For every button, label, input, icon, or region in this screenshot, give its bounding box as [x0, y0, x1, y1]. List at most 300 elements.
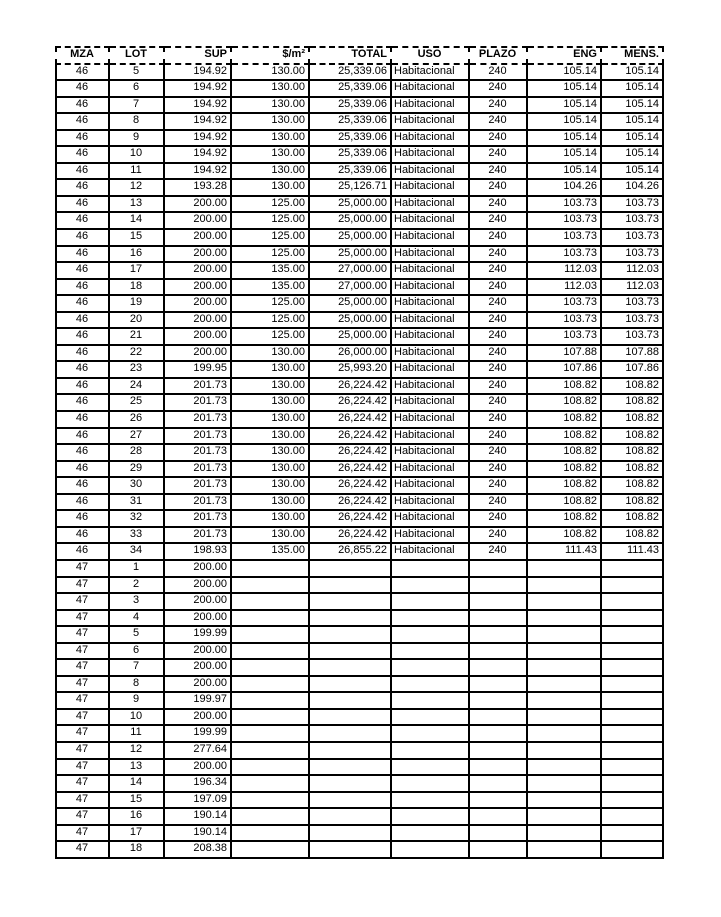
cell-rate: 130.00 [232, 164, 310, 181]
cell-sup: 200.00 [165, 594, 232, 611]
cell-sup: 208.38 [165, 842, 232, 859]
cell-mens [602, 743, 664, 760]
cell-lot: 11 [110, 164, 165, 181]
cell-mza: 47 [55, 561, 110, 578]
cell-rate: 130.00 [232, 412, 310, 429]
cell-mens [602, 660, 664, 677]
cell-sup: 200.00 [165, 263, 232, 280]
cell-mens [602, 693, 664, 710]
cell-mens [602, 726, 664, 743]
cell-sup: 190.14 [165, 826, 232, 843]
cell-sup: 201.73 [165, 445, 232, 462]
cell-eng: 108.82 [528, 429, 602, 446]
table-row [55, 164, 664, 181]
cell-rate [232, 594, 310, 611]
table-row [55, 429, 664, 446]
cell-lot: 9 [110, 131, 165, 148]
table-row [55, 462, 664, 479]
cell-eng [528, 644, 602, 661]
table-row [55, 81, 664, 98]
cell-sup: 201.73 [165, 412, 232, 429]
cell-plazo: 240 [470, 329, 528, 346]
cell-mens [602, 710, 664, 727]
cell-mens: 105.14 [602, 131, 664, 148]
cell-lot: 33 [110, 528, 165, 545]
cell-mza: 46 [55, 395, 110, 412]
cell-eng [528, 594, 602, 611]
table-row [55, 147, 664, 164]
cell-plazo: 240 [470, 213, 528, 230]
cell-mza: 47 [55, 644, 110, 661]
cell-mza: 47 [55, 627, 110, 644]
cell-lot: 11 [110, 726, 165, 743]
cell-sup: 200.00 [165, 561, 232, 578]
cell-lot: 16 [110, 809, 165, 826]
cell-uso [392, 776, 470, 793]
cell-mens: 103.73 [602, 247, 664, 264]
cell-rate: 125.00 [232, 213, 310, 230]
cell-mens: 108.82 [602, 511, 664, 528]
cell-eng: 103.73 [528, 313, 602, 330]
table-row [55, 329, 664, 346]
cell-mza: 46 [55, 197, 110, 214]
cell-mens [602, 809, 664, 826]
cell-uso [392, 743, 470, 760]
cell-lot: 13 [110, 197, 165, 214]
cell-plazo: 240 [470, 445, 528, 462]
cell-eng: 103.73 [528, 230, 602, 247]
cell-plazo: 240 [470, 478, 528, 495]
cell-mens: 108.82 [602, 395, 664, 412]
table-header [55, 46, 664, 65]
cell-eng: 108.82 [528, 511, 602, 528]
cell-plazo [470, 726, 528, 743]
cell-mza: 47 [55, 611, 110, 628]
cell-lot: 20 [110, 313, 165, 330]
cell-uso: Habitacional [392, 528, 470, 545]
cell-mens: 108.82 [602, 478, 664, 495]
cell-rate [232, 561, 310, 578]
cell-eng [528, 710, 602, 727]
cell-rate: 130.00 [232, 346, 310, 363]
cell-eng [528, 660, 602, 677]
cell-lot: 22 [110, 346, 165, 363]
cell-eng [528, 826, 602, 843]
cell-uso: Habitacional [392, 197, 470, 214]
cell-total [310, 793, 392, 810]
cell-rate: 130.00 [232, 462, 310, 479]
cell-total [310, 644, 392, 661]
cell-mens: 105.14 [602, 81, 664, 98]
cell-mza: 46 [55, 81, 110, 98]
cell-rate [232, 760, 310, 777]
cell-rate: 125.00 [232, 230, 310, 247]
cell-uso [392, 693, 470, 710]
cell-uso [392, 826, 470, 843]
cell-total: 25,339.06 [310, 65, 392, 82]
cell-uso: Habitacional [392, 462, 470, 479]
cell-plazo: 240 [470, 429, 528, 446]
column-header-uso: USO [392, 46, 470, 65]
cell-total [310, 726, 392, 743]
cell-mza: 46 [55, 313, 110, 330]
cell-plazo [470, 743, 528, 760]
cell-plazo: 240 [470, 362, 528, 379]
cell-sup: 197.09 [165, 793, 232, 810]
cell-eng: 105.14 [528, 98, 602, 115]
cell-eng: 103.73 [528, 197, 602, 214]
cell-sup: 194.92 [165, 164, 232, 181]
cell-eng: 112.03 [528, 280, 602, 297]
cell-mens: 108.82 [602, 445, 664, 462]
cell-mza: 46 [55, 412, 110, 429]
column-header-mza: MZA [55, 46, 110, 65]
cell-lot: 13 [110, 760, 165, 777]
cell-mza: 46 [55, 180, 110, 197]
cell-sup: 201.73 [165, 511, 232, 528]
table-row [55, 379, 664, 396]
table-row [55, 726, 664, 743]
cell-total: 26,855.22 [310, 544, 392, 561]
cell-uso: Habitacional [392, 511, 470, 528]
table-row [55, 65, 664, 82]
cell-total: 25,000.00 [310, 329, 392, 346]
cell-total: 25,339.06 [310, 81, 392, 98]
cell-plazo [470, 578, 528, 595]
cell-mens [602, 644, 664, 661]
cell-mza: 47 [55, 660, 110, 677]
cell-rate [232, 677, 310, 694]
cell-uso [392, 594, 470, 611]
cell-total: 26,224.42 [310, 395, 392, 412]
cell-eng [528, 693, 602, 710]
cell-eng: 107.86 [528, 362, 602, 379]
cell-lot: 31 [110, 495, 165, 512]
cell-total [310, 842, 392, 859]
cell-total: 25,000.00 [310, 213, 392, 230]
cell-uso: Habitacional [392, 346, 470, 363]
cell-uso [392, 660, 470, 677]
cell-uso [392, 677, 470, 694]
cell-lot: 26 [110, 412, 165, 429]
cell-uso [392, 627, 470, 644]
table-row [55, 478, 664, 495]
cell-mza: 47 [55, 793, 110, 810]
cell-eng: 105.14 [528, 114, 602, 131]
cell-plazo: 240 [470, 147, 528, 164]
cell-lot: 5 [110, 627, 165, 644]
cell-eng: 103.73 [528, 247, 602, 264]
cell-total: 25,000.00 [310, 247, 392, 264]
cell-total [310, 710, 392, 727]
cell-uso [392, 842, 470, 859]
cell-mens: 112.03 [602, 263, 664, 280]
cell-total: 26,224.42 [310, 445, 392, 462]
cell-eng: 104.26 [528, 180, 602, 197]
cell-sup: 194.92 [165, 98, 232, 115]
cell-plazo [470, 710, 528, 727]
cell-mza: 47 [55, 726, 110, 743]
column-header-price-per-m2: $/m² [232, 46, 310, 65]
cell-lot: 4 [110, 611, 165, 628]
cell-lot: 25 [110, 395, 165, 412]
column-header-lot: LOT [110, 46, 165, 65]
cell-eng: 103.73 [528, 329, 602, 346]
cell-plazo [470, 677, 528, 694]
cell-mens [602, 793, 664, 810]
table-row [55, 776, 664, 793]
cell-rate [232, 710, 310, 727]
cell-eng: 103.73 [528, 296, 602, 313]
cell-plazo: 240 [470, 247, 528, 264]
cell-lot: 6 [110, 81, 165, 98]
cell-mza: 46 [55, 346, 110, 363]
cell-mza: 46 [55, 247, 110, 264]
cell-rate [232, 743, 310, 760]
table-row [55, 263, 664, 280]
cell-total: 26,224.42 [310, 495, 392, 512]
cell-total: 27,000.00 [310, 263, 392, 280]
cell-lot: 28 [110, 445, 165, 462]
cell-uso: Habitacional [392, 544, 470, 561]
table-row [55, 561, 664, 578]
cell-sup: 201.73 [165, 379, 232, 396]
cell-mza: 46 [55, 528, 110, 545]
cell-rate [232, 726, 310, 743]
cell-eng: 105.14 [528, 164, 602, 181]
cell-plazo [470, 826, 528, 843]
cell-mza: 47 [55, 743, 110, 760]
cell-total [310, 578, 392, 595]
cell-rate [232, 693, 310, 710]
cell-uso [392, 726, 470, 743]
cell-uso: Habitacional [392, 65, 470, 82]
cell-lot: 3 [110, 594, 165, 611]
cell-sup: 194.92 [165, 65, 232, 82]
cell-uso: Habitacional [392, 379, 470, 396]
table-row [55, 114, 664, 131]
cell-lot: 17 [110, 263, 165, 280]
cell-mens: 105.14 [602, 98, 664, 115]
cell-mens: 107.86 [602, 362, 664, 379]
cell-total: 27,000.00 [310, 280, 392, 297]
cell-rate: 130.00 [232, 429, 310, 446]
cell-mens: 103.73 [602, 197, 664, 214]
lot-pricing-table [55, 46, 664, 859]
cell-mza: 46 [55, 280, 110, 297]
cell-total: 25,339.06 [310, 147, 392, 164]
cell-plazo: 240 [470, 511, 528, 528]
cell-eng: 107.88 [528, 346, 602, 363]
table-row [55, 313, 664, 330]
cell-lot: 8 [110, 114, 165, 131]
cell-uso: Habitacional [392, 263, 470, 280]
cell-rate: 130.00 [232, 65, 310, 82]
cell-total [310, 660, 392, 677]
cell-sup: 200.00 [165, 230, 232, 247]
cell-mza: 46 [55, 429, 110, 446]
cell-plazo: 240 [470, 379, 528, 396]
cell-eng: 108.82 [528, 445, 602, 462]
cell-uso: Habitacional [392, 280, 470, 297]
cell-rate [232, 793, 310, 810]
cell-rate: 130.00 [232, 528, 310, 545]
cell-total [310, 561, 392, 578]
cell-lot: 17 [110, 826, 165, 843]
cell-sup: 200.00 [165, 677, 232, 694]
cell-mens: 111.43 [602, 544, 664, 561]
cell-mens: 108.82 [602, 528, 664, 545]
cell-sup: 200.00 [165, 710, 232, 727]
cell-uso: Habitacional [392, 395, 470, 412]
cell-lot: 18 [110, 842, 165, 859]
cell-lot: 27 [110, 429, 165, 446]
cell-uso: Habitacional [392, 180, 470, 197]
cell-uso: Habitacional [392, 412, 470, 429]
cell-mza: 47 [55, 578, 110, 595]
cell-rate [232, 842, 310, 859]
cell-plazo [470, 594, 528, 611]
cell-sup: 277.64 [165, 743, 232, 760]
cell-eng: 108.82 [528, 495, 602, 512]
cell-rate: 125.00 [232, 247, 310, 264]
cell-rate: 130.00 [232, 445, 310, 462]
cell-uso [392, 561, 470, 578]
cell-sup: 199.95 [165, 362, 232, 379]
cell-eng: 108.82 [528, 478, 602, 495]
table-row [55, 511, 664, 528]
table-row [55, 842, 664, 859]
cell-rate: 135.00 [232, 280, 310, 297]
cell-uso: Habitacional [392, 230, 470, 247]
cell-lot: 18 [110, 280, 165, 297]
cell-mens: 108.82 [602, 429, 664, 446]
cell-uso: Habitacional [392, 247, 470, 264]
table-row [55, 362, 664, 379]
cell-sup: 201.73 [165, 495, 232, 512]
cell-plazo [470, 760, 528, 777]
cell-plazo: 240 [470, 296, 528, 313]
cell-plazo [470, 842, 528, 859]
cell-eng [528, 793, 602, 810]
cell-lot: 15 [110, 230, 165, 247]
table-row [55, 495, 664, 512]
table-row [55, 826, 664, 843]
cell-mens: 105.14 [602, 65, 664, 82]
cell-eng [528, 842, 602, 859]
cell-total [310, 594, 392, 611]
cell-lot: 9 [110, 693, 165, 710]
cell-lot: 16 [110, 247, 165, 264]
cell-rate: 130.00 [232, 180, 310, 197]
cell-eng: 108.82 [528, 379, 602, 396]
cell-total: 26,224.42 [310, 511, 392, 528]
cell-mza: 46 [55, 131, 110, 148]
cell-mza: 46 [55, 114, 110, 131]
cell-eng [528, 611, 602, 628]
header-row [55, 46, 664, 65]
table-row [55, 743, 664, 760]
cell-rate [232, 611, 310, 628]
cell-lot: 12 [110, 743, 165, 760]
cell-mza: 47 [55, 677, 110, 694]
cell-plazo: 240 [470, 180, 528, 197]
cell-sup: 200.00 [165, 313, 232, 330]
cell-plazo: 240 [470, 462, 528, 479]
cell-sup: 200.00 [165, 247, 232, 264]
cell-rate: 135.00 [232, 263, 310, 280]
cell-plazo: 240 [470, 395, 528, 412]
cell-mens: 105.14 [602, 147, 664, 164]
cell-eng: 108.82 [528, 412, 602, 429]
cell-uso [392, 611, 470, 628]
cell-mens [602, 611, 664, 628]
cell-lot: 14 [110, 776, 165, 793]
cell-total: 25,000.00 [310, 296, 392, 313]
cell-rate: 130.00 [232, 395, 310, 412]
cell-plazo: 240 [470, 197, 528, 214]
cell-sup: 201.73 [165, 395, 232, 412]
cell-sup: 200.00 [165, 280, 232, 297]
cell-eng: 108.82 [528, 528, 602, 545]
cell-rate: 125.00 [232, 313, 310, 330]
cell-total: 25,000.00 [310, 313, 392, 330]
cell-total [310, 776, 392, 793]
cell-total [310, 809, 392, 826]
cell-mens [602, 677, 664, 694]
cell-eng: 105.14 [528, 81, 602, 98]
table-row [55, 296, 664, 313]
cell-uso: Habitacional [392, 429, 470, 446]
table-row [55, 230, 664, 247]
cell-sup: 194.92 [165, 147, 232, 164]
cell-sup: 200.00 [165, 346, 232, 363]
cell-mens [602, 578, 664, 595]
cell-rate: 130.00 [232, 379, 310, 396]
cell-mza: 46 [55, 329, 110, 346]
cell-mza: 47 [55, 842, 110, 859]
cell-sup: 200.00 [165, 660, 232, 677]
column-header-sup: SUP [165, 46, 232, 65]
cell-total: 25,000.00 [310, 197, 392, 214]
table-row [55, 197, 664, 214]
cell-eng [528, 760, 602, 777]
cell-mens: 103.73 [602, 213, 664, 230]
cell-uso: Habitacional [392, 329, 470, 346]
column-header-total: TOTAL [310, 46, 392, 65]
column-header-mens: MENS. [602, 46, 664, 65]
cell-rate: 130.00 [232, 478, 310, 495]
cell-uso: Habitacional [392, 445, 470, 462]
cell-mza: 46 [55, 230, 110, 247]
cell-lot: 2 [110, 578, 165, 595]
cell-uso: Habitacional [392, 296, 470, 313]
cell-total [310, 826, 392, 843]
cell-lot: 6 [110, 644, 165, 661]
cell-plazo: 240 [470, 230, 528, 247]
cell-uso: Habitacional [392, 147, 470, 164]
table-row [55, 247, 664, 264]
cell-total: 26,224.42 [310, 528, 392, 545]
cell-plazo: 240 [470, 81, 528, 98]
cell-rate: 130.00 [232, 362, 310, 379]
cell-rate [232, 660, 310, 677]
cell-sup: 200.00 [165, 611, 232, 628]
cell-plazo: 240 [470, 65, 528, 82]
cell-sup: 200.00 [165, 578, 232, 595]
table-row [55, 809, 664, 826]
cell-mza: 46 [55, 65, 110, 82]
